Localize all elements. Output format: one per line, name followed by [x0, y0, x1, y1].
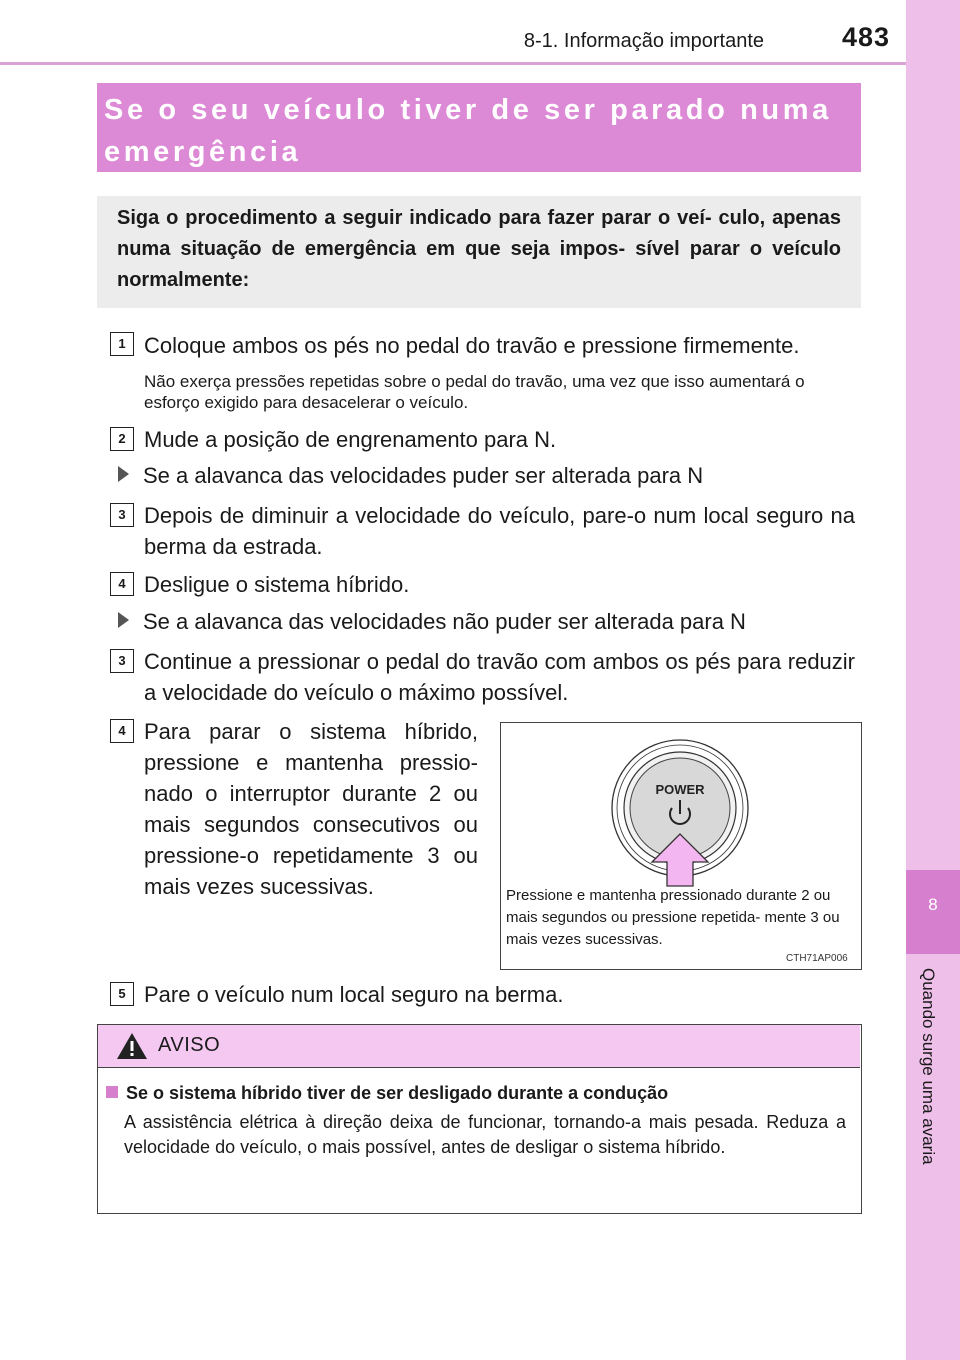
header-rule: [0, 62, 906, 65]
step-number: 5: [110, 982, 134, 1006]
intro-text: Siga o procedimento a seguir indicado para fazer parar o veí- culo, apenas numa situação de emergência em que seja impos- sível parar o veículo normalmente:: [117, 207, 841, 291]
step-text: Desligue o sistema híbrido.: [144, 572, 410, 597]
step-number: 3: [110, 503, 134, 527]
square-bullet-icon: [106, 1086, 118, 1098]
warning-triangle-icon: [116, 1032, 148, 1060]
section-title: 8-1. Informação importante: [523, 30, 764, 52]
step-number: 2: [110, 427, 134, 451]
step-text: Mude a posição de engrenamento para N.: [144, 427, 557, 452]
step-number: 4: [110, 719, 134, 743]
figure-caption: Pressione e mantenha pressionado durante 2 ou mais segundos ou pressione repetida- mente 3 ou mais vezes sucessivas.: [506, 887, 840, 948]
step-text: Para parar o sistema híbrido, pressione e mantenha pressio- nado o interruptor durante 2 ou mais segundos consecutivos ou pressione-o repetidamente 3 ou mais vezes sucessivas.: [144, 719, 478, 899]
step-text: Coloque ambos os pés no pedal do travão e pressione firmemente.: [144, 333, 800, 358]
side-tab-chapter-number: 8: [928, 895, 938, 914]
page-number: 483: [841, 22, 890, 52]
warning-label: AVISO: [158, 1034, 221, 1056]
warning-subtitle: Se o sistema híbrido tiver de ser desligado durante a condução: [106, 1083, 668, 1104]
power-button-illustration: [500, 722, 860, 892]
step-text: Depois de diminuir a velocidade do veículo, pare-o num local seguro na berma da estrada.: [144, 503, 855, 559]
condition-heading: Se a alavanca das velocidades não puder ser alterada para N: [118, 606, 746, 637]
page-title: Se o seu veículo tiver de ser parado numa emergência: [104, 94, 832, 168]
side-tab-label: Quando surge uma avaria: [919, 968, 938, 1165]
triangle-bullet-icon: [118, 466, 129, 482]
step-number: 4: [110, 572, 134, 596]
step-text: Pare o veículo num local seguro na berma.: [144, 982, 564, 1007]
step-note: Não exerça pressões repetidas sobre o pedal do travão, uma vez que isso aumentará o esforço exigido para desacelerar o veículo.: [144, 372, 805, 412]
condition-heading: Se a alavanca das velocidades puder ser alterada para N: [118, 460, 703, 491]
warning-body: A assistência elétrica à direção deixa de funcionar, tornando-a mais pesada. Reduza a velocidade do veículo, o mais possível, antes de desligar o sistema híbrido.: [124, 1112, 846, 1157]
step-number: 1: [110, 332, 134, 356]
triangle-bullet-icon: [118, 612, 129, 628]
step-number: 3: [110, 649, 134, 673]
step-text: Continue a pressionar o pedal do travão com ambos os pés para reduzir a velocidade do veículo o máximo possível.: [144, 649, 855, 705]
power-button-label: POWER: [655, 782, 705, 797]
figure-code: CTH71AP006: [786, 953, 848, 964]
